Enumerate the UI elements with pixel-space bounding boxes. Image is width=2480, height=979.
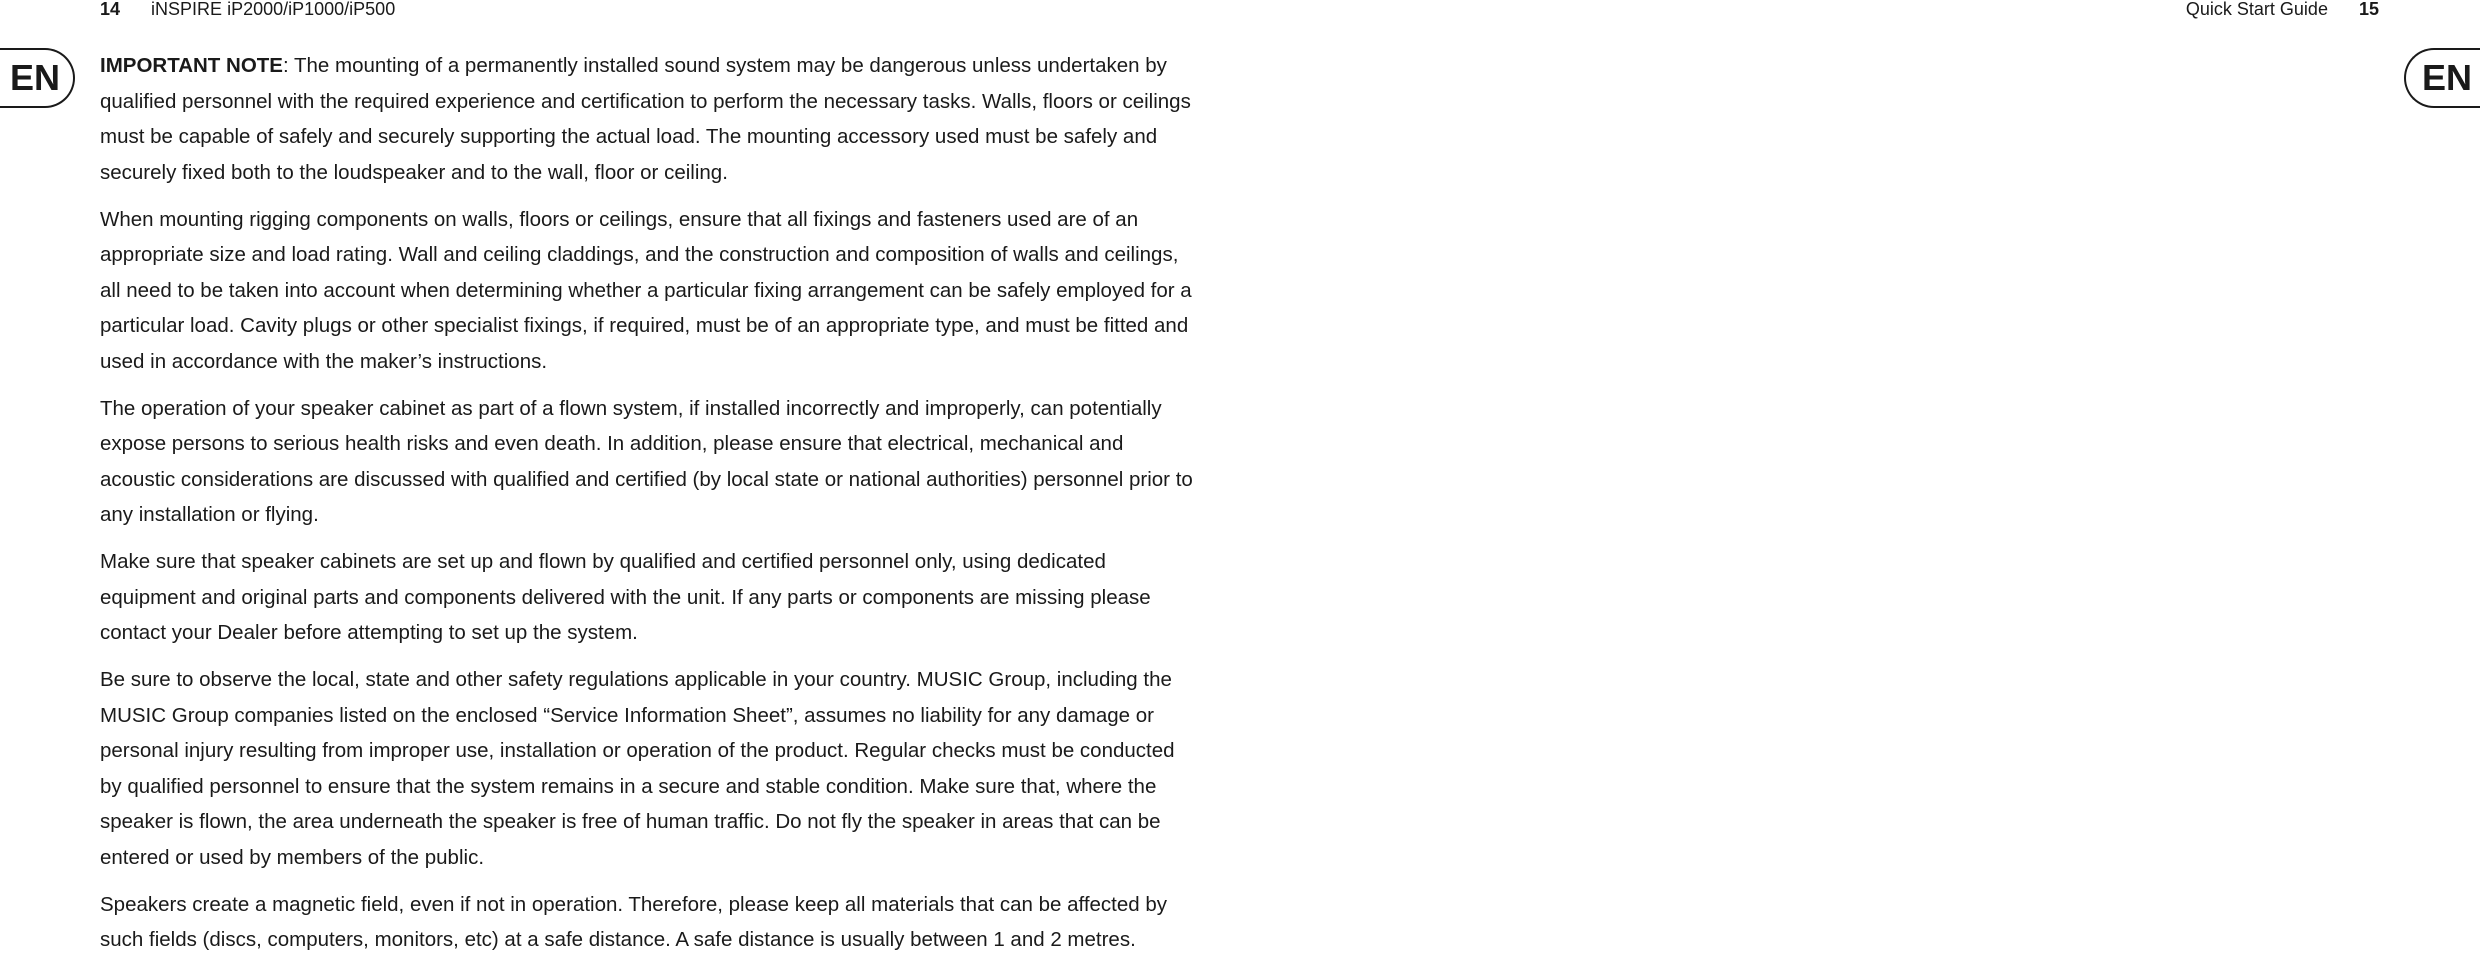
- important-note-label: IMPORTANT NOTE: [100, 54, 283, 77]
- paragraph-flown-system-risks: The operation of your speaker cabinet as part of a flown system, if installed incorrectly and improperly, can potentially expose persons to serious health risks and even death. In addition, please ensure that electrical, mechanical and acoustic considerations are discussed with qualified and certified (by local state or national authorities) personnel prior to any installation or flying.: [100, 396, 1193, 526]
- right-page-number: 15: [2358, 0, 2379, 19]
- paragraph-safety-regulations: Be sure to observe the local, state and other safety regulations applicable in your country. MUSIC Group, including the MUSIC Group companies listed on the enclosed “Service Information Sheet”, assumes no liability for any damage or personal injury resulting from improper use, installation or operation of the product. Regular checks must be conducted by qualified personnel to ensure that the system remains in a secure and stable condition. Make sure that, where the speaker is flown, the area underneath the speaker is free of human traffic. Do not fly the speaker in areas that can be entered or used by members of the public.: [100, 668, 1175, 869]
- product-title: iNSPIRE iP2000/iP1000/iP500: [151, 0, 396, 19]
- paragraph-mounting-fixings: When mounting rigging components on walls, floors or ceilings, ensure that all fixings and fasteners used are of an appropriate size and load rating. Wall and ceiling claddings, and the construction and composition of walls and ceilings, all need to be taken into account when determining whether a particular fixing arrangement can be safely employed for a particular load. Cavity plugs or other specialist fixings, if required, must be of an appropriate type, and must be fitted and used in accordance with the maker’s instructions.: [100, 207, 1192, 373]
- left-page-number: 14: [100, 0, 121, 19]
- paragraph-qualified-personnel: Make sure that speaker cabinets are set up and flown by qualified and certified personnel only, using dedicated equipment and original parts and components delivered with the unit. If any parts or components are missing please contact your Dealer before attempting to set up the system.: [100, 550, 1151, 644]
- language-tab-left: EN: [0, 48, 75, 108]
- page-header-right: [2186, 0, 2379, 18]
- important-note-paragraph: [100, 48, 1200, 190]
- page-header-left: [100, 0, 395, 18]
- language-tab-right: EN: [2404, 48, 2480, 108]
- guide-title: Quick Start Guide: [2185, 0, 2328, 19]
- text-column: [100, 48, 1200, 969]
- paragraph-magnetic-field: Speakers create a magnetic field, even if not in operation. Therefore, please keep all materials that can be affected by such fields (discs, computers, monitors, etc) at a safe distance. A safe distance is usually between 1 and 2 metres.: [100, 892, 1168, 951]
- important-note-text: : The mounting of a permanently installed sound system may be dangerous unless undertaken by qualified personnel with the required experience and certification to perform the necessary tasks. Walls, floors or ceilings must be capable of safely and securely supporting the actual load. The mounting accessory used must be safely and securely fixed both to the loudspeaker and to the wall, floor or ceiling.: [100, 54, 1191, 184]
